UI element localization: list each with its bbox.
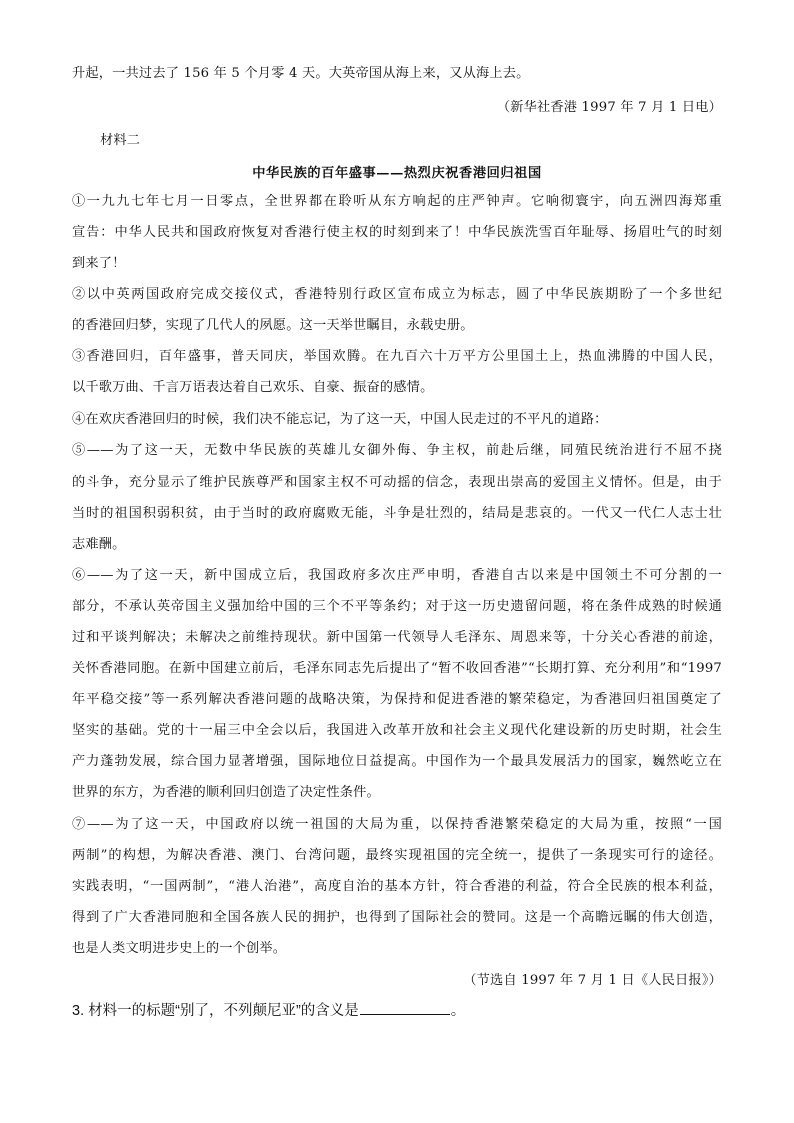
paragraph-line: ⑥——为了这一天，新中国成立后，我国政府多次庄严申明，香港自古以来是中国领土不可分割的一 [72, 568, 722, 583]
source-citation: （节选自 1997 年 7 月 1 日《人民日报》） [463, 973, 722, 988]
section-label: 材料二 [100, 133, 141, 148]
question-text: 3. 材料一的标题“别了，不列颠尼亚”的含义是 [72, 1003, 359, 1019]
paragraph-line: 的香港回归梦，实现了几代人的夙愿。这一天举世瞩目，永载史册。 [72, 318, 474, 333]
paragraph-line: 得到了广大香港同胞和全国各族人民的拥护，也得到了国际社会的赞同。这是一个高瞻远瞩的伟大创造， [72, 910, 722, 925]
question-end: 。 [450, 1003, 466, 1019]
paragraph-line: 的斗争，充分显示了维护民族尊严和国家主权不可动摇的信念，表现出崇高的爱国主义情怀。但是，由于 [72, 475, 722, 490]
question-3 [72, 1000, 465, 1022]
paragraph-line: 也是人类文明进步史上的一个创举。 [72, 941, 287, 956]
answer-blank[interactable] [360, 1000, 450, 1015]
paragraph-line: 年平稳交接”等一系列解决香港问题的战略决策，为保持和促进香港的繁荣稳定，为香港回归祖国奠定了 [72, 692, 722, 707]
paragraph-line: 两制”的构想，为解决香港、澳门、台湾问题，最终实现祖国的完全统一，提供了一条现实可行的途径。 [72, 848, 722, 863]
paragraph-line: ③香港回归，百年盛事，普天同庆，举国欢腾。在九百六十万平方公里国土上，热血沸腾的中国人民， [72, 349, 722, 364]
paragraph-line: 当时的祖国积弱积贫，由于当时的政府腐败无能，斗争是壮烈的，结局是悲哀的。一代又一代仁人志士壮 [72, 506, 722, 521]
paragraph-line: 产力蓬勃发展，综合国力显著增强，国际地位日益提高。中国作为一个最具发展活力的国家，巍然屹立在 [72, 754, 722, 769]
paragraph-line: 关怀香港同胞。在新中国建立前后，毛泽东同志先后提出了“暂不收回香港”“长期打算、充分利用”和“1997 [72, 661, 722, 676]
paragraph-line: 世界的东方，为香港的顺利回归创造了决定性条件。 [72, 785, 380, 800]
article-title: 中华民族的百年盛事——热烈庆祝香港回归祖国 [252, 166, 542, 181]
source-citation: （新华社香港 1997 年 7 月 1 日电） [496, 100, 722, 115]
paragraph-line: ①一九九七年七月一日零点，全世界都在聆听从东方响起的庄严钟声。它响彻寰宇，向五洲四海郑重 [72, 194, 722, 209]
paragraph-line: 到来了！ [72, 256, 126, 271]
paragraph-line: 以千歌万曲、千言万语表达着自己欢乐、自豪、振奋的感情。 [72, 380, 434, 395]
paragraph-line: 实践表明，“一国两制”，“港人治港”，高度自治的基本方针，符合香港的利益，符合全民族的根本利益， [72, 879, 722, 894]
paragraph-line: ④在欢庆香港回归的时候，我们决不能忘记，为了这一天，中国人民走过的不平凡的道路： [72, 412, 608, 427]
paragraph-line: 过和平谈判解决；未解决之前维持现状。新中国第一代领导人毛泽东、周恩来等，十分关心香港的前途， [72, 630, 722, 645]
paragraph-line: ⑦——为了这一天，中国政府以统一祖国的大局为重，以保持香港繁荣稳定的大局为重，按照“一国 [72, 817, 722, 832]
paragraph-line: ⑤——为了这一天，无数中华民族的英雄儿女御外侮、争主权，前赴后继，同殖民统治进行不屈不挠 [72, 443, 722, 458]
paragraph-line: 志难酬。 [72, 537, 126, 552]
paragraph-line: 升起，一共过去了 156 年 5 个月零 4 天。大英帝国从海上来，又从海上去。 [72, 66, 530, 81]
paragraph-line: 部分，不承认英帝国主义强加给中国的三个不平等条约；对于这一历史遗留问题，将在条件成熟的时候通 [72, 599, 722, 614]
paragraph-line: 宣告：中华人民共和国政府恢复对香港行使主权的时刻到来了！中华民族洗雪百年耻辱、扬眉吐气的时刻 [72, 225, 722, 240]
paragraph-line: ②以中英两国政府完成交接仪式，香港特别行政区宣布成立为标志，圆了中华民族期盼了一个多世纪 [72, 287, 722, 302]
paragraph-line: 坚实的基础。党的十一届三中全会以后，我国进入改革开放和社会主义现代化建设新的历史时期，社会生 [72, 723, 722, 738]
